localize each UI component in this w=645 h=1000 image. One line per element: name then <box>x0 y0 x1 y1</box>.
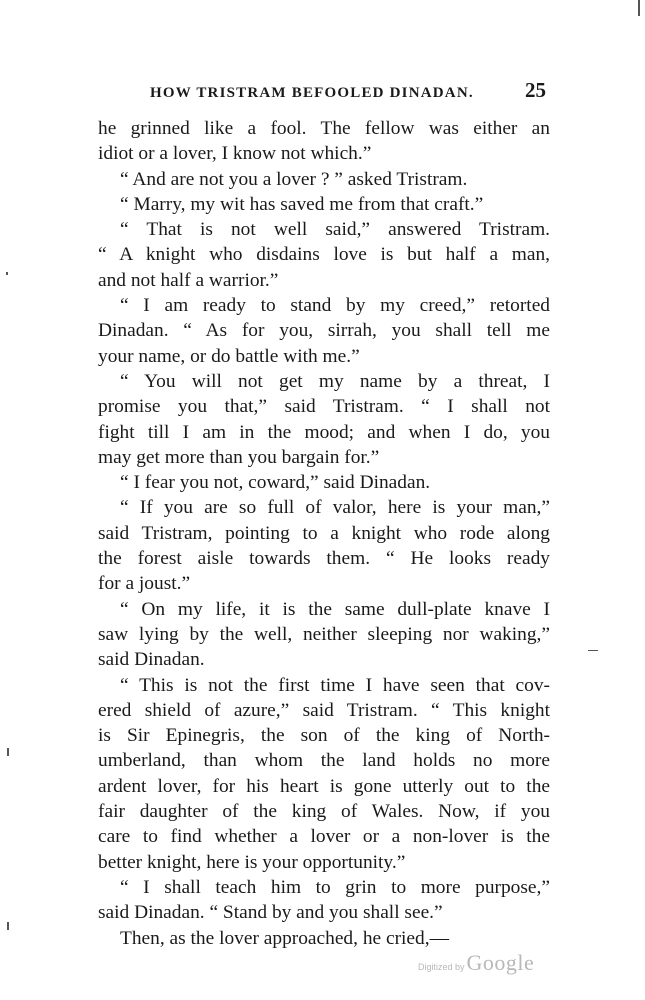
text-line: ered shield of azure,” said Tristram. “ This knight <box>98 699 550 721</box>
text-line: care to find whether a lover or a non-lover is the <box>98 826 550 848</box>
text-line: “ Marry, my wit has saved me from that craft.” <box>120 193 484 215</box>
text-line: for a joust.” <box>98 573 191 595</box>
text-line: “ And are not you a lover ? ” asked Tristram. <box>120 168 468 190</box>
text-line: fair daughter of the king of Wales. Now, if you <box>98 801 550 823</box>
scan-mark-left-2 <box>7 748 9 756</box>
body-text <box>98 116 550 951</box>
text-line: saw lying by the well, neither sleeping nor waking,” <box>98 623 550 645</box>
text-line: “ I am ready to stand by my creed,” retorted <box>120 295 550 317</box>
text-line: said Tristram, pointing to a knight who rode along <box>98 522 550 544</box>
scan-mark-left-3 <box>7 922 9 930</box>
text-line: may get more than you bargain for.” <box>98 446 380 468</box>
text-line: he grinned like a fool. The fellow was either an <box>98 118 550 139</box>
text-line: “ If you are so full of valor, here is your man,” <box>120 497 550 519</box>
text-line: promise you that,” said Tristram. “ I shall not <box>98 396 550 418</box>
text-line: umberland, than whom the land holds no more <box>98 750 550 772</box>
text-line: fight till I am in the mood; and when I do, you <box>98 421 550 443</box>
text-line: better knight, here is your opportunity.” <box>98 851 406 873</box>
text-line: “ A knight who disdains love is but half a man, <box>98 244 550 266</box>
text-line: “ This is not the first time I have seen that cov- <box>120 674 550 696</box>
google-logo: Google <box>466 950 535 975</box>
text-line: your name, or do battle with me.” <box>98 345 360 367</box>
text-line: the forest aisle towards them. “ He looks ready <box>98 548 550 570</box>
text-line: idiot or a lover, I know not which.” <box>98 143 372 165</box>
scan-mark-right <box>588 650 598 651</box>
text-line: ardent lover, for his heart is gone utterly out to the <box>98 775 550 797</box>
scan-mark-left-1 <box>6 272 8 275</box>
text-line: “ On my life, it is the same dull-plate knave I <box>120 598 550 620</box>
text-line: “ You will not get my name by a threat, I <box>120 370 550 392</box>
text-line: said Dinadan. “ Stand by and you shall see.” <box>98 902 443 924</box>
text-line: Dinadan. “ As for you, sirrah, you shall tell me <box>98 320 550 342</box>
text-line: said Dinadan. <box>98 649 205 671</box>
running-title: HOW TRISTRAM BEFOOLED DINADAN. <box>150 85 474 101</box>
digitized-label: Digitized by <box>418 962 465 972</box>
text-line: “ I shall teach him to grin to more purpose,” <box>120 876 550 898</box>
text-line: and not half a warrior.” <box>98 269 279 291</box>
digitized-by-watermark <box>418 950 548 980</box>
text-line: is Sir Epinegris, the son of the king of North- <box>98 725 550 747</box>
text-line: “ I fear you not, coward,” said Dinadan. <box>120 472 431 494</box>
page-number: 25 <box>525 78 546 102</box>
text-line: Then, as the lover approached, he cried,— <box>120 927 449 949</box>
running-head <box>150 78 550 102</box>
scan-mark-top-right <box>638 0 640 16</box>
text-line: “ That is not well said,” answered Tristram. <box>120 219 550 241</box>
